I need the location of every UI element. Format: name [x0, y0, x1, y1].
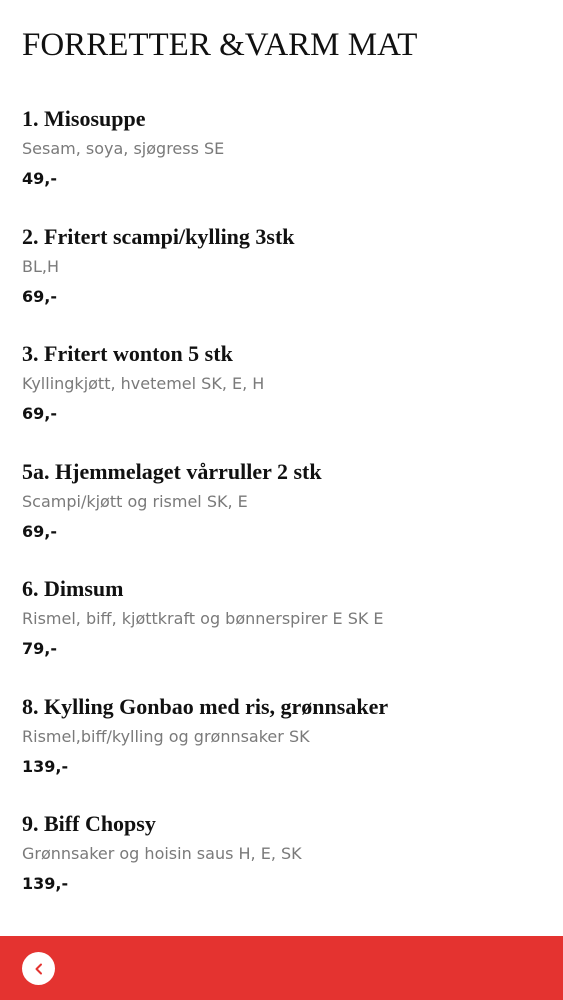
menu-item[interactable]	[22, 104, 553, 222]
item-description: Kyllingkjøtt, hvetemel SK, E, H	[22, 374, 265, 393]
back-button[interactable]	[22, 952, 55, 985]
menu-item[interactable]	[22, 339, 553, 457]
item-description: Scampi/kjøtt og rismel SK, E	[22, 491, 248, 511]
item-price: 69,-	[22, 286, 57, 306]
item-name: 9. Biff Chopsy	[22, 811, 156, 836]
bottom-bar	[0, 936, 563, 1000]
item-price: 69,-	[22, 404, 57, 423]
menu-item[interactable]	[22, 574, 553, 692]
item-name: 5a. Hjemmelaget vårruller 2 stk	[22, 458, 322, 484]
item-name: 8. Kylling Gonbao med ris, grønnsaker	[22, 693, 389, 719]
item-description: Rismel,biff/kylling og grønnsaker SK	[22, 726, 310, 746]
item-price: 139,-	[22, 874, 69, 893]
menu-item[interactable]	[22, 809, 553, 927]
item-description: Grønnsaker og hoisin saus H, E, SK	[22, 844, 302, 863]
item-name: 1. Misosuppe	[22, 106, 146, 131]
item-price: 139,-	[22, 756, 69, 776]
item-description: BL,H	[22, 256, 60, 276]
item-name: 2. Fritert scampi/kylling 3stk	[22, 223, 295, 249]
item-price: 49,-	[22, 169, 57, 188]
item-description: Rismel, biff, kjøttkraft og bønnerspirer E SK E	[22, 609, 384, 628]
menu-item[interactable]	[22, 222, 553, 340]
item-name: 6. Dimsum	[22, 576, 124, 601]
menu-item[interactable]	[22, 457, 553, 575]
item-name: 3. Fritert wonton 5 stk	[22, 341, 233, 366]
menu-item[interactable]	[22, 692, 553, 810]
item-price: 69,-	[22, 521, 57, 541]
page-title: FORRETTER &VARM MAT	[22, 27, 418, 63]
item-description: Sesam, soya, sjøgress SE	[22, 139, 225, 158]
menu-list	[22, 104, 553, 927]
item-price: 79,-	[22, 639, 57, 658]
chevron-left-icon	[32, 962, 46, 976]
